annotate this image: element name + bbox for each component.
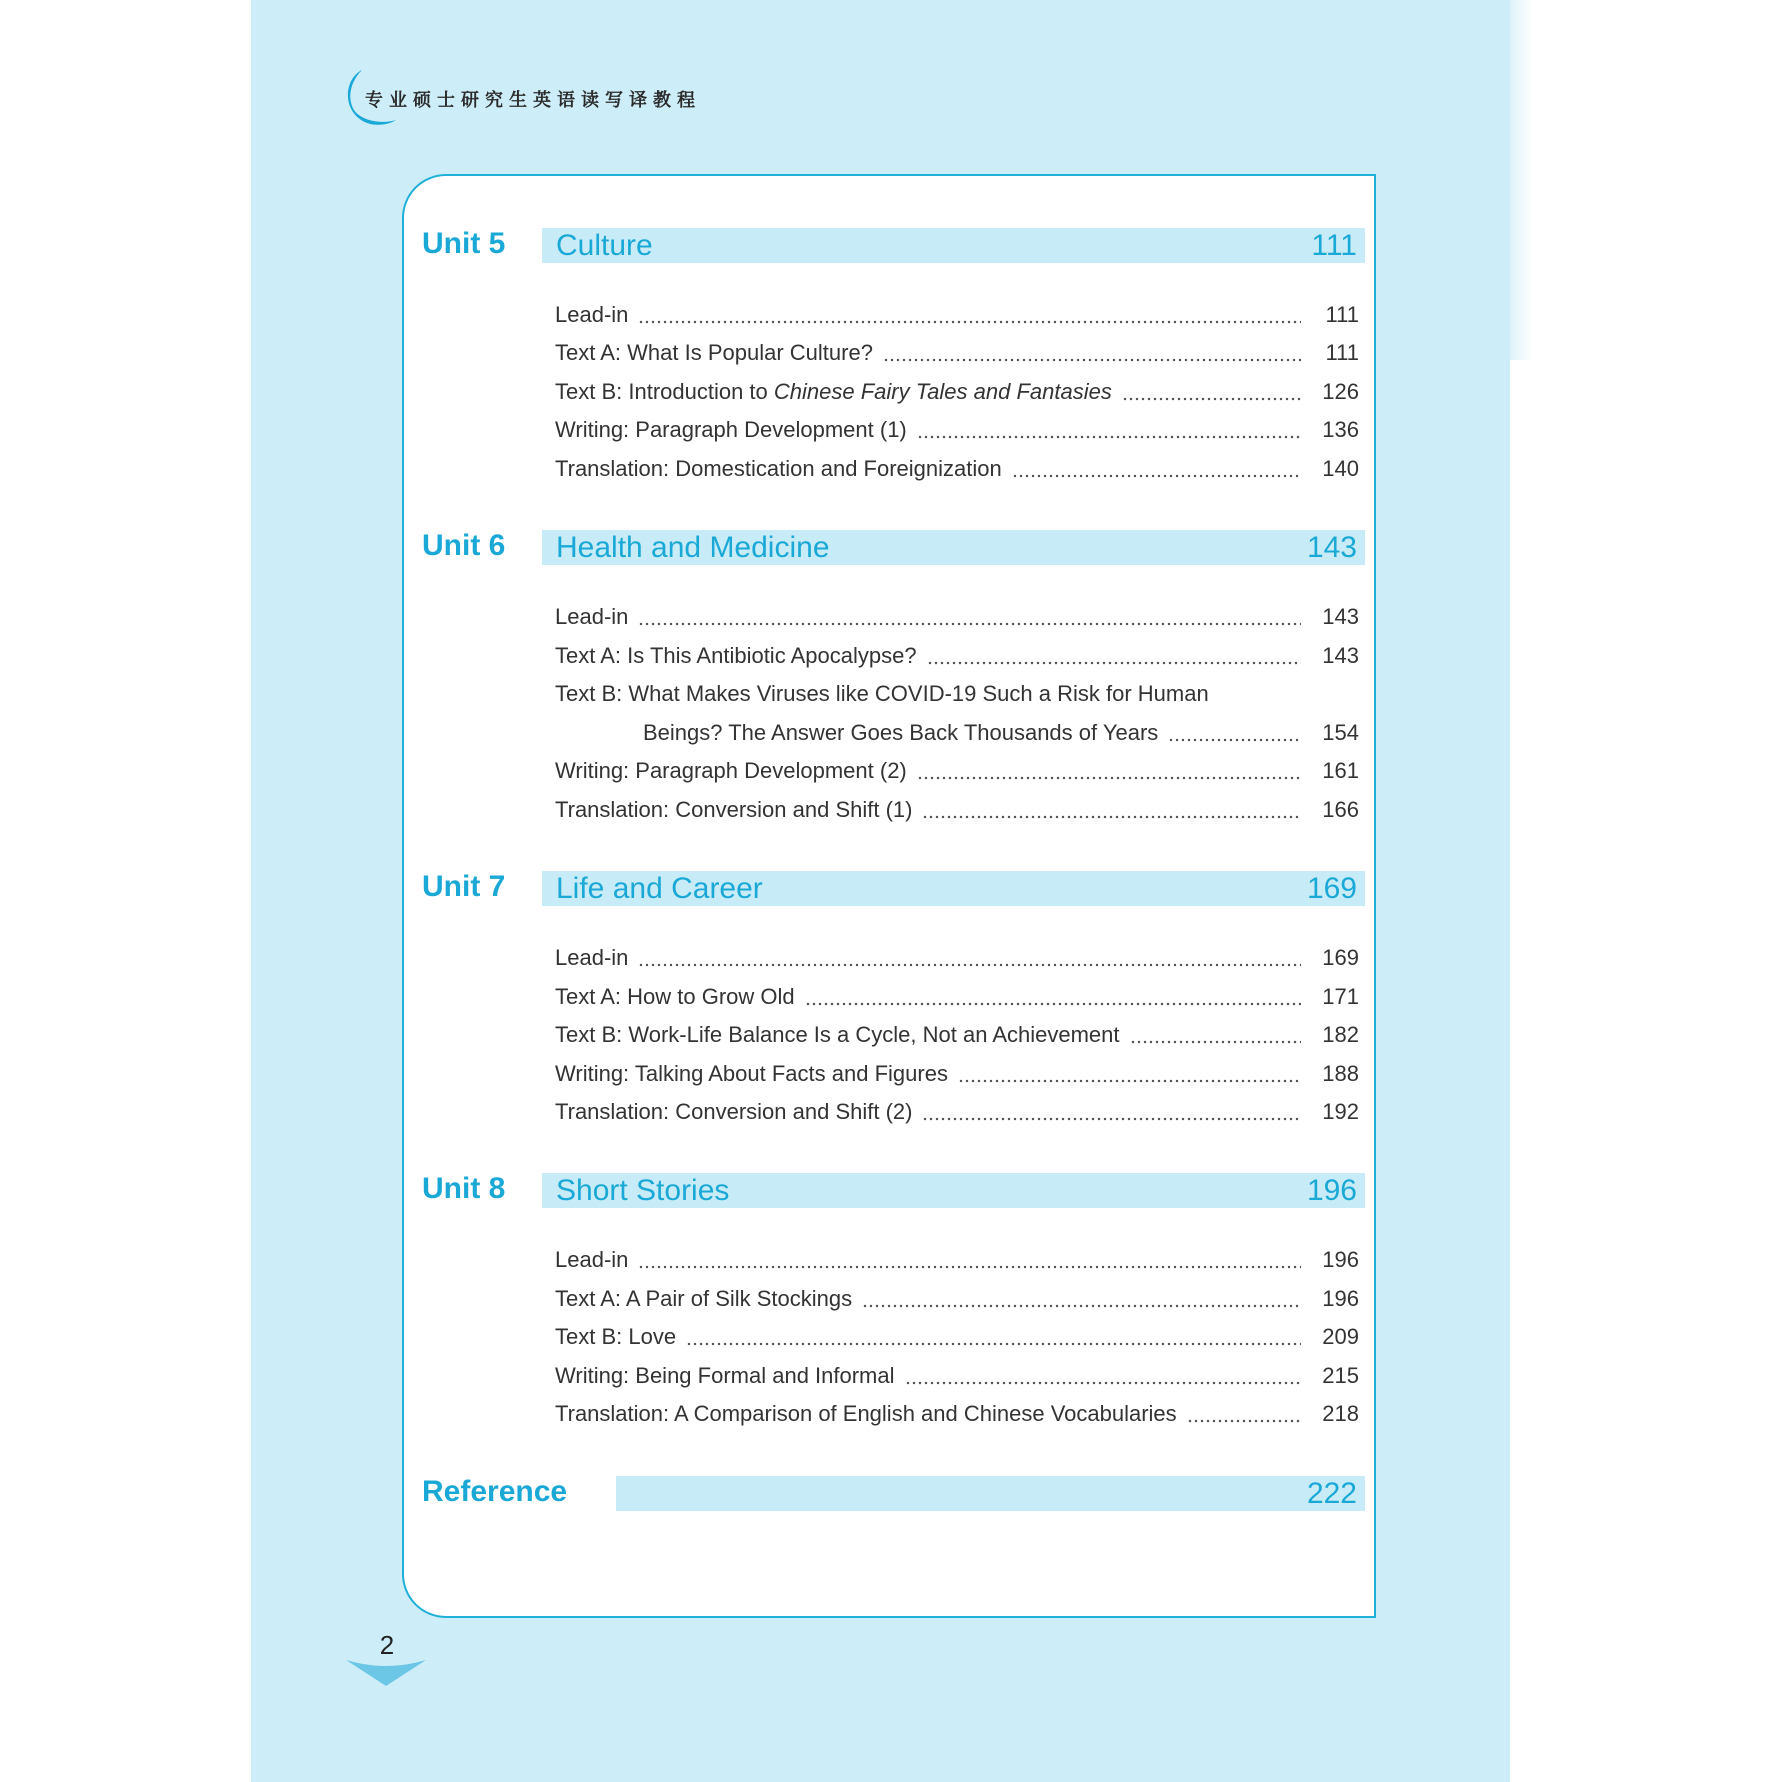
unit-label: Unit 8 <box>422 1172 506 1205</box>
reference-page-number: 222 <box>1306 1477 1357 1510</box>
dot-leader <box>638 1265 1301 1269</box>
entry-title: Translation: A Comparison of English and Chinese Vocabularies <box>555 1401 1177 1426</box>
toc-entry[interactable] <box>555 1020 1359 1050</box>
entry-page: 143 <box>1322 604 1359 629</box>
dot-leader <box>638 320 1301 324</box>
entry-page: 188 <box>1322 1061 1359 1086</box>
toc-entry[interactable] <box>555 602 1359 632</box>
book-title: 专业硕士研究生英语读写译教程 <box>365 90 701 111</box>
dot-leader <box>958 1079 1301 1083</box>
dot-leader <box>922 815 1301 819</box>
entry-page: 192 <box>1322 1099 1359 1124</box>
page-number: 2 <box>379 1630 395 1660</box>
unit-page-number: 111 <box>1311 229 1357 262</box>
entry-title-prefix: Text B: Introduction to <box>555 379 774 404</box>
entry-page: 161 <box>1322 758 1359 783</box>
entry-title: Text A: A Pair of Silk Stockings <box>555 1286 853 1311</box>
dot-leader <box>638 963 1301 967</box>
entry-title <box>555 377 1122 407</box>
unit-page-number: 196 <box>1306 1174 1357 1207</box>
entry-page: 136 <box>1322 417 1359 442</box>
entry-page: 154 <box>1322 720 1359 745</box>
toc-entry[interactable] <box>555 454 1359 484</box>
dot-leader <box>1168 738 1301 742</box>
dot-leader <box>805 1002 1301 1006</box>
dot-leader <box>1012 474 1301 478</box>
dot-leader <box>1187 1419 1301 1423</box>
toc-entry[interactable] <box>555 1361 1359 1391</box>
entry-title: Writing: Paragraph Development (1) <box>555 417 907 442</box>
entry-page: 171 <box>1322 984 1359 1009</box>
toc-entry[interactable] <box>555 943 1359 973</box>
entry-title: Writing: Being Formal and Informal <box>555 1363 895 1388</box>
entry-page: 140 <box>1322 456 1359 481</box>
dot-leader <box>1130 1040 1301 1044</box>
running-header <box>340 66 760 130</box>
unit-band <box>542 228 1365 263</box>
unit-label: Unit 7 <box>422 870 506 903</box>
entry-title: Translation: Conversion and Shift (1) <box>555 797 913 822</box>
unit-title: Culture <box>556 229 653 262</box>
toc-entry-continuation[interactable] <box>643 718 1359 748</box>
entry-title: Text B: Love <box>555 1324 677 1349</box>
unit-band <box>542 530 1365 565</box>
entry-title: Text A: What Is Popular Culture? <box>555 340 873 365</box>
entry-page: 169 <box>1322 945 1359 970</box>
entry-page: 111 <box>1325 302 1359 327</box>
unit-title: Life and Career <box>556 872 763 905</box>
dot-leader <box>1122 397 1301 401</box>
entry-page: 166 <box>1322 797 1359 822</box>
entry-title: Translation: Domestication and Foreignization <box>555 456 1002 481</box>
entry-page: 143 <box>1322 643 1359 668</box>
entry-title: Text A: How to Grow Old <box>555 984 795 1009</box>
entry-page: 126 <box>1322 379 1359 404</box>
entry-page: 215 <box>1322 1363 1359 1388</box>
toc-entry[interactable] <box>555 300 1359 330</box>
toc-entry[interactable] <box>555 641 1359 671</box>
dot-leader <box>922 1117 1301 1121</box>
entry-page: 196 <box>1322 1286 1359 1311</box>
entry-title: Writing: Talking About Facts and Figures <box>555 1061 948 1086</box>
entry-title: Text B: What Makes Viruses like COVID-19 Such a Risk for Human <box>555 681 1209 706</box>
entry-page: 209 <box>1322 1324 1359 1349</box>
dot-leader <box>917 776 1301 780</box>
entry-title: Lead-in <box>555 302 629 327</box>
entry-page: 196 <box>1322 1247 1359 1272</box>
entry-title: Translation: Conversion and Shift (2) <box>555 1099 913 1124</box>
entry-title: Lead-in <box>555 1247 629 1272</box>
entry-title: Text A: Is This Antibiotic Apocalypse? <box>555 643 917 668</box>
toc-entry[interactable] <box>555 1284 1359 1314</box>
page-edge-shadow <box>1510 0 1532 360</box>
entry-title: Text B: Work-Life Balance Is a Cycle, Not an Achievement <box>555 1022 1120 1047</box>
dot-leader <box>638 622 1301 626</box>
toc-entry[interactable] <box>555 982 1359 1012</box>
toc-entry[interactable] <box>555 756 1359 786</box>
entry-title-italic: Chinese Fairy Tales and Fantasies <box>773 379 1112 404</box>
toc-entry[interactable] <box>555 338 1359 368</box>
toc-entry[interactable] <box>555 1399 1359 1429</box>
unit-page-number: 143 <box>1306 531 1357 564</box>
unit-label: Unit 6 <box>422 529 506 562</box>
reference-label: Reference <box>422 1475 568 1508</box>
dot-leader <box>883 358 1301 362</box>
toc-entry[interactable] <box>555 1097 1359 1127</box>
entry-title: Writing: Paragraph Development (2) <box>555 758 907 783</box>
toc-entry[interactable] <box>555 1059 1359 1089</box>
toc-entry[interactable] <box>555 679 1359 709</box>
reference-band[interactable] <box>616 1476 1365 1511</box>
toc-entry[interactable] <box>555 1245 1359 1275</box>
dot-leader <box>927 661 1301 665</box>
entry-page: 111 <box>1325 340 1359 365</box>
toc-entry[interactable] <box>555 415 1359 445</box>
dot-leader <box>686 1342 1301 1346</box>
entry-title: Lead-in <box>555 945 629 970</box>
dot-leader <box>862 1304 1301 1308</box>
dot-leader <box>917 435 1301 439</box>
entry-page: 182 <box>1322 1022 1359 1047</box>
unit-title: Health and Medicine <box>556 531 830 564</box>
dot-leader <box>905 1381 1301 1385</box>
toc-entry[interactable] <box>555 377 1359 407</box>
entry-page: 218 <box>1322 1401 1359 1426</box>
page-marker-arrow-icon <box>346 1656 426 1688</box>
entry-title: Lead-in <box>555 604 629 629</box>
unit-page-number: 169 <box>1306 872 1357 905</box>
unit-label: Unit 5 <box>422 227 506 260</box>
unit-band <box>542 1173 1365 1208</box>
unit-band <box>542 871 1365 906</box>
unit-title: Short Stories <box>556 1174 730 1207</box>
entry-title-continuation: Beings? The Answer Goes Back Thousands of Years <box>643 720 1159 745</box>
toc-entry[interactable] <box>555 795 1359 825</box>
toc-entry[interactable] <box>555 1322 1359 1352</box>
